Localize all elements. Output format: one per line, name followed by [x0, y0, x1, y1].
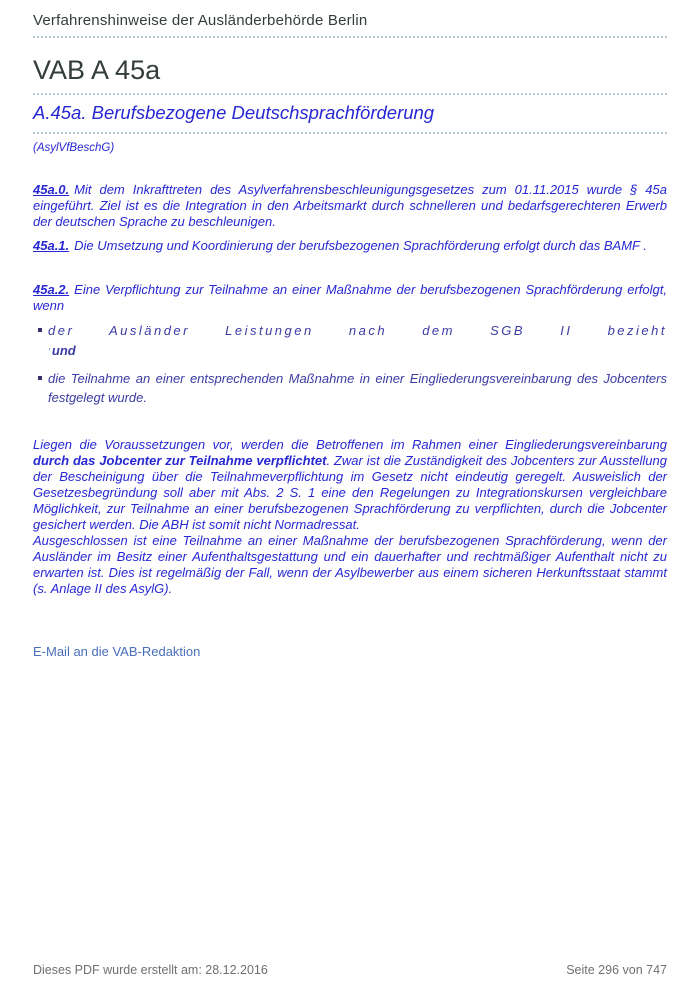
- paragraph-label-45a2: 45a.2.: [33, 282, 70, 297]
- bullet-square-icon: [38, 376, 42, 380]
- liegen-text-bold: durch das Jobcenter zur Teilnahme verpflichtet: [33, 453, 327, 468]
- section-divider: [33, 132, 667, 134]
- conjunction-text: und: [51, 343, 76, 358]
- condition-list: [33, 321, 667, 407]
- email-redaktion-link[interactable]: E-Mail an die VAB-Redaktion: [33, 644, 201, 659]
- liegen-text-pre: Liegen die Voraussetzungen vor, werden die Betroffenen im Rahmen einer Eingliederungsvereinbarung: [33, 437, 667, 452]
- bullet-square-icon: [38, 328, 42, 332]
- paragraph-text-45a0: Mit dem Inkrafttreten des Asylverfahrensbeschleunigungsgesetzes zum 01.11.2015 wurde § 45a eingeführt. Ziel ist es die Integration in den Arbeitsmarkt durch schnelleren und bedarfsgerechteren Erwerb der deutschen Sprache zu beschleunigen.: [33, 182, 667, 229]
- paragraph-text-45a2: Eine Verpflichtung zur Teilnahme an einer Maßnahme der berufsbezogenen Sprachförderung erfolgt, wenn: [33, 282, 667, 313]
- liegen-text-post: . Zwar ist die Zuständigkeit des Jobcenters zur Ausstellung der Bescheinigung über die Teilnahmeverpflichtung im Gesetz nicht eindeutig geregelt. Ausweislich der Gesetzesbegründung soll aber mit Abs. 2 S. 1 eine den Regelungen zu Integrationskursen vergleichbare Möglichkeit, zur Teilnahme an einer berufsbezogenen Sprachförderung zu verpflichten, durch die Jobcenter gesichert werden. Die ABH ist somit nicht Normadressat.: [33, 453, 667, 532]
- paragraph-label-45a0: 45a.0.: [33, 182, 70, 197]
- document-header-title: Verfahrenshinweise der Ausländerbehörde Berlin: [33, 12, 368, 29]
- paragraph-liegen: [33, 437, 667, 533]
- list-item: [33, 369, 667, 407]
- paragraph-45a1: [33, 238, 667, 254]
- list-item: [33, 321, 667, 362]
- list-item-conjunction-line: [48, 341, 667, 362]
- page-title: VAB A 45a: [33, 55, 161, 85]
- law-reference: (AsylVfBeschG): [33, 142, 115, 154]
- section-heading: A.45a. Berufsbezogene Deutschsprachförderung: [33, 102, 435, 123]
- footer-created-date: Dieses PDF wurde erstellt am: 28.12.2016: [33, 963, 268, 977]
- footer-page-number: Seite 296 von 747: [566, 963, 667, 977]
- paragraph-45a0: [33, 182, 667, 230]
- title-divider: [33, 93, 667, 95]
- paragraph-45a2: [33, 282, 667, 314]
- quote-mark: ': [48, 347, 50, 358]
- page-footer: [33, 963, 667, 977]
- paragraph-label-45a1: 45a.1.: [33, 238, 70, 253]
- main-commentary: [33, 437, 667, 597]
- list-item-text: der Ausländer Leistungen nach dem SGB II bezieht: [48, 323, 667, 338]
- paragraph-text-45a1: Die Umsetzung und Koordinierung der berufsbezogenen Sprachförderung erfolgt durch das BAMF .: [74, 238, 647, 253]
- list-item-text: die Teilnahme an einer entsprechenden Maßnahme in einer Eingliederungsvereinbarung des Jobcenters festgelegt wurde.: [48, 371, 667, 405]
- header-divider: [33, 36, 667, 38]
- paragraph-ausgeschlossen: Ausgeschlossen ist eine Teilnahme an einer Maßnahme der berufsbezogenen Sprachförderung, wenn der Ausländer im Besitz einer Aufenthaltsgestattung und ein dauerhafter und rechtmäßiger Aufenthalt nicht zu erwarten ist. Dies ist regelmäßig der Fall, wenn der Asylbewerber aus einem sicheren Herkunftsstaat stammt (s. Anlage II des AsylG).: [33, 533, 667, 596]
